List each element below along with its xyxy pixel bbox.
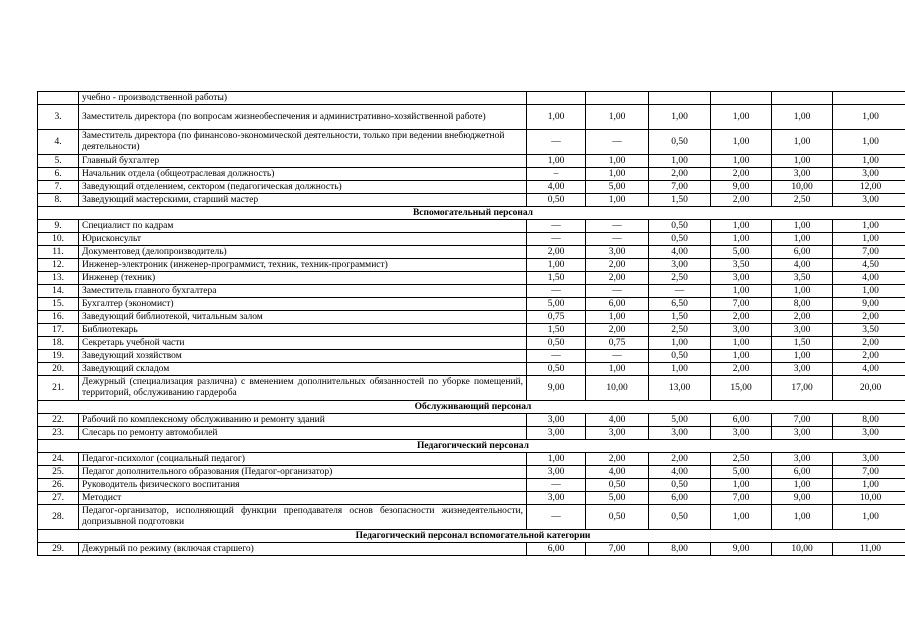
rate-value-cell: 2,50 [649, 272, 711, 285]
rate-value-cell: 0,50 [586, 505, 649, 530]
rate-value-cell: 1,00 [833, 130, 905, 155]
rate-value-cell: 0,50 [649, 220, 711, 233]
rate-value-cell: 2,50 [649, 324, 711, 337]
table-row [38, 363, 905, 376]
rate-value-cell: 3,50 [833, 324, 905, 337]
rate-value-cell: 15,00 [711, 376, 772, 401]
rate-value-cell: 0,50 [586, 479, 649, 492]
rate-value-cell: 1,00 [711, 350, 772, 363]
table-row [38, 427, 905, 440]
rate-value-cell: 1,00 [527, 105, 586, 130]
row-number: 26. [38, 479, 79, 492]
rate-value-cell: 4,00 [833, 272, 905, 285]
rate-value-cell: 5,00 [711, 246, 772, 259]
rate-value-cell: 1,00 [772, 233, 833, 246]
table-row [38, 105, 905, 130]
rate-value-cell: — [527, 285, 586, 298]
rate-value-cell: 7,00 [833, 466, 905, 479]
rate-value-cell: 1,00 [711, 220, 772, 233]
rate-value-cell: 4,00 [527, 181, 586, 194]
position-name: Слесарь по ремонту автомобилей [79, 427, 527, 440]
position-name: Бухгалтер (экономист) [79, 298, 527, 311]
row-number: 6. [38, 168, 79, 181]
rate-value-cell: 3,00 [772, 324, 833, 337]
row-number: 29. [38, 543, 79, 556]
position-name: Дежурный по режиму (включая старшего) [79, 543, 527, 556]
row-number: 9. [38, 220, 79, 233]
section-title: Обслуживающий персонал [38, 401, 905, 414]
rate-value-cell: 1,00 [649, 105, 711, 130]
rate-value-cell: 5,00 [649, 414, 711, 427]
rate-value-cell: 3,00 [711, 427, 772, 440]
rate-value-cell: 0,50 [649, 479, 711, 492]
rate-value-cell: 1,00 [833, 479, 905, 492]
position-name: Педагог дополнительного образования (Педагог-организатор) [79, 466, 527, 479]
row-number: 7. [38, 181, 79, 194]
rate-value-cell: 20,00 [833, 376, 905, 401]
rate-value-cell: 3,00 [711, 272, 772, 285]
rate-value-cell: 4,00 [586, 414, 649, 427]
rate-value-cell: 1,00 [833, 155, 905, 168]
rate-value-cell: 17,00 [772, 376, 833, 401]
rate-value-cell: 1,00 [711, 285, 772, 298]
table-row [38, 350, 905, 363]
rate-value-cell: 2,00 [586, 453, 649, 466]
rate-value-cell: 5,00 [586, 492, 649, 505]
rate-value-cell: 1,00 [711, 505, 772, 530]
rate-value-cell: — [527, 505, 586, 530]
rate-value-cell: 4,00 [833, 363, 905, 376]
rate-value-cell: 4,00 [586, 466, 649, 479]
rate-value-cell: 0,50 [527, 337, 586, 350]
position-name: Главный бухгалтер [79, 155, 527, 168]
rate-value-cell: 1,50 [772, 337, 833, 350]
rate-value-cell: 9,00 [772, 492, 833, 505]
rate-value-cell: 2,00 [833, 311, 905, 324]
rate-value-cell: 1,50 [649, 311, 711, 324]
rate-value-cell: — [649, 285, 711, 298]
rate-value-cell: — [586, 233, 649, 246]
position-name: Дежурный (специализация различна) с вменением дополнительных обязанностей по уборке помещений, территорий, обслуживанию гардероба [79, 376, 527, 401]
rate-value-cell: 6,00 [711, 414, 772, 427]
rate-value-cell: 0,75 [527, 311, 586, 324]
row-number: 13. [38, 272, 79, 285]
rate-value-cell: — [527, 233, 586, 246]
rate-value-cell: 10,00 [772, 543, 833, 556]
rate-value-cell: 3,50 [711, 259, 772, 272]
table-row [38, 92, 905, 105]
rate-value-cell: 1,00 [833, 505, 905, 530]
position-name: Заведующий мастерскими, старший мастер [79, 194, 527, 207]
rate-value-cell: 1,00 [586, 311, 649, 324]
rate-value-cell: 5,00 [711, 466, 772, 479]
table-row [38, 272, 905, 285]
row-number: 11. [38, 246, 79, 259]
rate-value-cell: 0,50 [527, 363, 586, 376]
position-name: Заместитель главного бухгалтера [79, 285, 527, 298]
table-row [38, 492, 905, 505]
rate-value-cell: 1,00 [833, 285, 905, 298]
rate-value-cell: 1,50 [527, 324, 586, 337]
rate-value-cell: 3,00 [833, 194, 905, 207]
rate-value-cell: 3,50 [772, 272, 833, 285]
rate-value-cell: 7,00 [711, 492, 772, 505]
table-row [38, 543, 905, 556]
rate-value-cell: 9,00 [833, 298, 905, 311]
table-row [38, 220, 905, 233]
table-row [38, 285, 905, 298]
rate-value-cell: 1,00 [711, 337, 772, 350]
position-name: учебно - производственной работы) [79, 92, 527, 105]
rate-value-cell [649, 92, 711, 105]
rate-value-cell: 7,00 [711, 298, 772, 311]
rate-value-cell: 1,00 [711, 155, 772, 168]
rate-value-cell: 1,00 [833, 233, 905, 246]
row-number: 15. [38, 298, 79, 311]
row-number: 5. [38, 155, 79, 168]
rate-value-cell: 3,00 [649, 259, 711, 272]
row-number: 25. [38, 466, 79, 479]
rate-value-cell: 2,00 [586, 272, 649, 285]
row-number: 20. [38, 363, 79, 376]
table-row [38, 233, 905, 246]
row-number: 19. [38, 350, 79, 363]
position-name: Заместитель директора (по вопросам жизнеобеспечения и административно-хозяйственной работе) [79, 105, 527, 130]
position-name: Рабочий по комплексному обслуживанию и ремонту зданий [79, 414, 527, 427]
table-row [38, 259, 905, 272]
rate-value-cell: 1,50 [649, 194, 711, 207]
rate-value-cell [527, 92, 586, 105]
staffing-norms-table [37, 91, 905, 556]
row-number: 16. [38, 311, 79, 324]
section-header-row [38, 401, 905, 414]
rate-value-cell: 2,00 [649, 453, 711, 466]
rate-value-cell: — [527, 130, 586, 155]
rate-value-cell: 1,00 [586, 155, 649, 168]
rate-value-cell: 0,50 [649, 130, 711, 155]
rate-value-cell: 1,00 [649, 363, 711, 376]
position-name: Специалист по кадрам [79, 220, 527, 233]
rate-value-cell: 4,00 [772, 259, 833, 272]
rate-value-cell: 3,00 [711, 324, 772, 337]
rate-value-cell: 1,00 [772, 155, 833, 168]
rate-value-cell: 7,00 [586, 543, 649, 556]
row-number: 17. [38, 324, 79, 337]
rate-value-cell: 6,00 [527, 543, 586, 556]
rate-value-cell [586, 92, 649, 105]
position-name: Заместитель директора (по финансово-экономической деятельности, только при ведении внебюджетной деятельности) [79, 130, 527, 155]
rate-value-cell: — [586, 350, 649, 363]
rate-value-cell: 3,00 [833, 168, 905, 181]
rate-value-cell: 6,00 [772, 466, 833, 479]
rate-value-cell: — [586, 130, 649, 155]
row-number: 3. [38, 105, 79, 130]
rate-value-cell: 2,00 [711, 194, 772, 207]
table-row [38, 453, 905, 466]
rate-value-cell [833, 92, 905, 105]
position-name: Юрисконсульт [79, 233, 527, 246]
rate-value-cell: 1,00 [527, 453, 586, 466]
rate-value-cell: – [527, 168, 586, 181]
rate-value-cell: 5,00 [527, 298, 586, 311]
rate-value-cell: 0,50 [649, 505, 711, 530]
rate-value-cell: 9,00 [711, 181, 772, 194]
rate-value-cell: 2,00 [586, 259, 649, 272]
rate-value-cell: 3,00 [527, 414, 586, 427]
position-name: Инженер-электроник (инженер-программист, техник, техник-программист) [79, 259, 527, 272]
rate-value-cell: — [527, 220, 586, 233]
table-row [38, 130, 905, 155]
table-row [38, 337, 905, 350]
rate-value-cell: — [527, 479, 586, 492]
row-number: 21. [38, 376, 79, 401]
rate-value-cell: 13,00 [649, 376, 711, 401]
rate-value-cell: 8,00 [772, 298, 833, 311]
rate-value-cell: 1,00 [711, 105, 772, 130]
rate-value-cell: — [527, 350, 586, 363]
rate-value-cell: 2,00 [772, 311, 833, 324]
rate-value-cell: 3,00 [772, 453, 833, 466]
rate-value-cell: 2,00 [586, 324, 649, 337]
rate-value-cell: 1,00 [833, 220, 905, 233]
table-row [38, 168, 905, 181]
rate-value-cell: 1,50 [527, 272, 586, 285]
rate-value-cell: 4,00 [649, 466, 711, 479]
rate-value-cell: 3,00 [527, 427, 586, 440]
rate-value-cell: 5,00 [586, 181, 649, 194]
rate-value-cell: 3,00 [772, 427, 833, 440]
rate-value-cell: 1,00 [586, 194, 649, 207]
rate-value-cell: 3,00 [527, 466, 586, 479]
row-number: 22. [38, 414, 79, 427]
position-name: Педагог-психолог (социальный педагог) [79, 453, 527, 466]
rate-value-cell: 1,00 [649, 337, 711, 350]
rate-value-cell: 1,00 [649, 155, 711, 168]
rate-value-cell: 2,50 [711, 453, 772, 466]
rate-value-cell: 1,00 [586, 105, 649, 130]
rate-value-cell: 6,00 [586, 298, 649, 311]
table-row [38, 194, 905, 207]
position-name: Документовед (делопроизводитель) [79, 246, 527, 259]
rate-value-cell: 2,00 [711, 168, 772, 181]
rate-value-cell: 1,00 [711, 233, 772, 246]
table-row [38, 311, 905, 324]
rate-value-cell: 1,00 [772, 350, 833, 363]
rate-value-cell: 12,00 [833, 181, 905, 194]
rate-value-cell: 9,00 [711, 543, 772, 556]
row-number: 24. [38, 453, 79, 466]
row-number: 18. [38, 337, 79, 350]
position-name: Методист [79, 492, 527, 505]
rate-value-cell [711, 92, 772, 105]
rate-value-cell: 8,00 [649, 543, 711, 556]
rate-value-cell: 1,00 [527, 155, 586, 168]
rate-value-cell: 2,50 [772, 194, 833, 207]
rate-value-cell: 1,00 [586, 363, 649, 376]
table-row [38, 505, 905, 530]
rate-value-cell: 0,50 [649, 233, 711, 246]
rate-value-cell: 1,00 [772, 505, 833, 530]
table-row [38, 246, 905, 259]
position-name: Заведующий отделением, сектором (педагогическая должность) [79, 181, 527, 194]
position-name: Педагог-организатор, исполняющий функции преподавателя основ безопасности жизнедеятельности, допризывной подготовки [79, 505, 527, 530]
table-row [38, 479, 905, 492]
rate-value-cell: 0,75 [586, 337, 649, 350]
table-row [38, 466, 905, 479]
rate-value-cell [772, 92, 833, 105]
rate-value-cell: 1,00 [586, 168, 649, 181]
table-row [38, 414, 905, 427]
rate-value-cell: 1,00 [772, 479, 833, 492]
row-number: 23. [38, 427, 79, 440]
rate-value-cell: 2,00 [527, 246, 586, 259]
section-title: Педагогический персонал [38, 440, 905, 453]
section-header-row [38, 440, 905, 453]
table-body [38, 92, 905, 556]
position-name: Инженер (техник) [79, 272, 527, 285]
section-title: Педагогический персонал вспомогательной категории [38, 530, 905, 543]
rate-value-cell: 9,00 [527, 376, 586, 401]
row-number: 14. [38, 285, 79, 298]
rate-value-cell: 10,00 [772, 181, 833, 194]
section-title: Вспомогательный персонал [38, 207, 905, 220]
rate-value-cell: 6,00 [649, 492, 711, 505]
rate-value-cell: 3,00 [527, 492, 586, 505]
rate-value-cell: 1,00 [711, 130, 772, 155]
rate-value-cell: 1,00 [772, 220, 833, 233]
rate-value-cell: 2,00 [649, 168, 711, 181]
rate-value-cell: 6,00 [772, 246, 833, 259]
table-row [38, 298, 905, 311]
rate-value-cell: 3,00 [833, 427, 905, 440]
rate-value-cell: 7,00 [772, 414, 833, 427]
position-name: Руководитель физического воспитания [79, 479, 527, 492]
table-row [38, 181, 905, 194]
rate-value-cell: 2,00 [711, 363, 772, 376]
row-number: 10. [38, 233, 79, 246]
row-number: 27. [38, 492, 79, 505]
position-name: Заведующий библиотекой, читальным залом [79, 311, 527, 324]
rate-value-cell: 1,00 [772, 130, 833, 155]
position-name: Заведующий хозяйством [79, 350, 527, 363]
rate-value-cell: 0,50 [649, 350, 711, 363]
rate-value-cell: 3,00 [772, 363, 833, 376]
position-name: Заведующий складом [79, 363, 527, 376]
row-number: 8. [38, 194, 79, 207]
rate-value-cell: 1,00 [772, 285, 833, 298]
rate-value-cell: 2,00 [833, 337, 905, 350]
rate-value-cell: 3,00 [649, 427, 711, 440]
section-header-row [38, 207, 905, 220]
rate-value-cell: 1,00 [527, 259, 586, 272]
rate-value-cell: 8,00 [833, 414, 905, 427]
rate-value-cell: 0,50 [527, 194, 586, 207]
rate-value-cell: 4,50 [833, 259, 905, 272]
rate-value-cell: 6,50 [649, 298, 711, 311]
rate-value-cell: 3,00 [833, 453, 905, 466]
rate-value-cell: 7,00 [833, 246, 905, 259]
position-name: Секретарь учебной части [79, 337, 527, 350]
row-number: 12. [38, 259, 79, 272]
rate-value-cell: 2,00 [833, 350, 905, 363]
position-name: Начальник отдела (общеотраслевая должность) [79, 168, 527, 181]
rate-value-cell: 10,00 [586, 376, 649, 401]
table-row [38, 324, 905, 337]
rate-value-cell: 3,00 [586, 427, 649, 440]
row-number [38, 92, 79, 105]
rate-value-cell: 10,00 [833, 492, 905, 505]
rate-value-cell: 7,00 [649, 181, 711, 194]
row-number: 28. [38, 505, 79, 530]
rate-value-cell: 1,00 [772, 105, 833, 130]
section-header-row [38, 530, 905, 543]
rate-value-cell: — [586, 220, 649, 233]
rate-value-cell: — [586, 285, 649, 298]
table-row [38, 376, 905, 401]
rate-value-cell: 1,00 [833, 105, 905, 130]
row-number: 4. [38, 130, 79, 155]
rate-value-cell: 3,00 [586, 246, 649, 259]
position-name: Библиотекарь [79, 324, 527, 337]
rate-value-cell: 1,00 [711, 479, 772, 492]
table-row [38, 155, 905, 168]
rate-value-cell: 3,00 [772, 168, 833, 181]
rate-value-cell: 2,00 [711, 311, 772, 324]
rate-value-cell: 11,00 [833, 543, 905, 556]
rate-value-cell: 4,00 [649, 246, 711, 259]
